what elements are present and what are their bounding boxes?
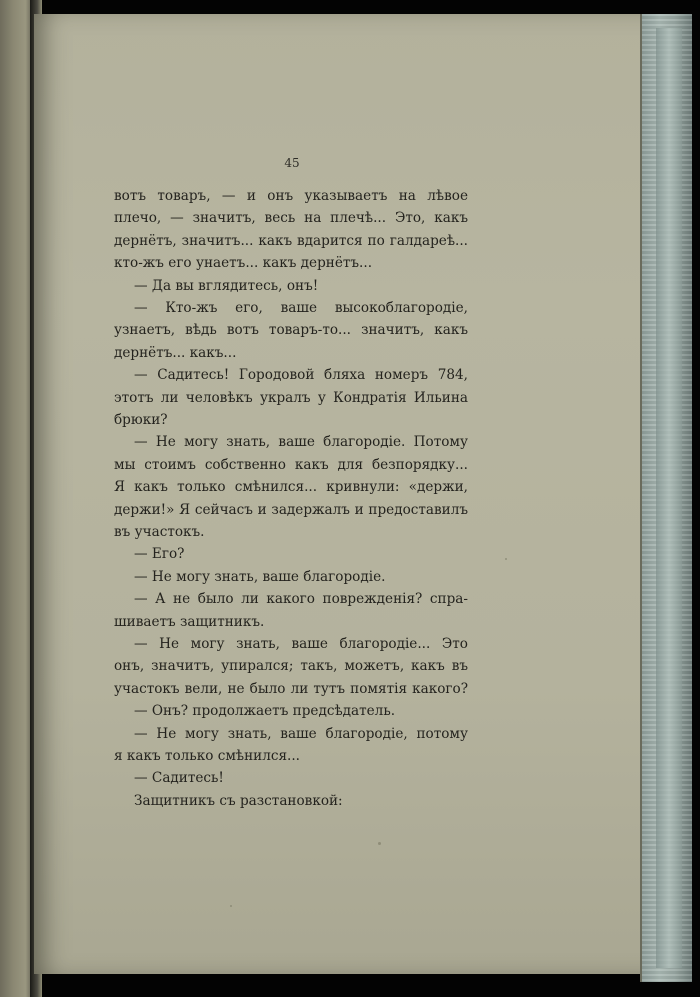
text-line: — Кто-жъ его, ваше высокоблагородіе, (134, 300, 468, 316)
text-line: — Да вы вглядитесь, онъ! (134, 277, 319, 294)
text-line: — Садитесь! (134, 770, 224, 787)
text-line: онъ, значитъ, упирался; такъ, можетъ, какъ въ (114, 658, 468, 675)
text-line: Я какъ только смѣнился... кривнули: «держи, (114, 479, 468, 496)
paper-speck (378, 842, 381, 845)
text-line: этотъ ли человѣкъ укралъ у Кондратія Ильина (114, 389, 468, 406)
text-line: плечо, — значитъ, весь на плечѣ... Это, какъ (114, 210, 468, 227)
text-line: дернётъ... какъ... (114, 344, 237, 361)
text-line: — Садитесь! Городовой бляха номеръ 784, (134, 367, 468, 384)
text-line: — Его? (134, 546, 185, 563)
text-line: — Не могу знать, ваше благородіе. (134, 568, 386, 585)
text-line: держи!» Я сейчасъ и задержалъ и предоставилъ (114, 501, 468, 518)
text-line: въ участокъ. (114, 524, 205, 540)
text-line: участокъ вели, не было ли тутъ помятія какого? (114, 680, 468, 697)
text-line: брюки? (114, 412, 168, 428)
text-line: шиваетъ защитникъ. (114, 613, 265, 630)
text-line: — А не было ли какого поврежденія? спра- (134, 591, 468, 608)
book-cover-edge (656, 28, 682, 968)
text-line: — Не могу знать, ваше благородіе... Это (134, 636, 468, 652)
text-line: кто-жъ его унаетъ... какъ дернётъ... (114, 255, 373, 272)
text-line: — Не могу знать, ваше благородіе. Потому (134, 434, 468, 451)
text-line: — Онъ? продолжаетъ предсѣдатель. (134, 703, 396, 720)
text-line: — Не могу знать, ваше благородіе, потому (134, 725, 468, 742)
paper-speck (230, 905, 232, 907)
text-line: я какъ только смѣнился... (114, 748, 300, 764)
text-line: мы стоимъ собственно какъ для безпорядку... (114, 456, 468, 473)
left-page-edge (0, 0, 34, 997)
page-number: 45 (284, 156, 300, 170)
text-line: вотъ товаръ, — и онъ указываетъ на лѣвое (114, 188, 468, 204)
text-line: Защитникъ съ разстановкой: (134, 792, 343, 809)
text-line: узнаетъ, вѣдь вотъ товаръ-то... значитъ, какъ (114, 322, 468, 339)
text-line: дернётъ, значитъ... какъ вдарится по галдареѣ... (114, 232, 468, 249)
paper-speck (505, 558, 507, 560)
